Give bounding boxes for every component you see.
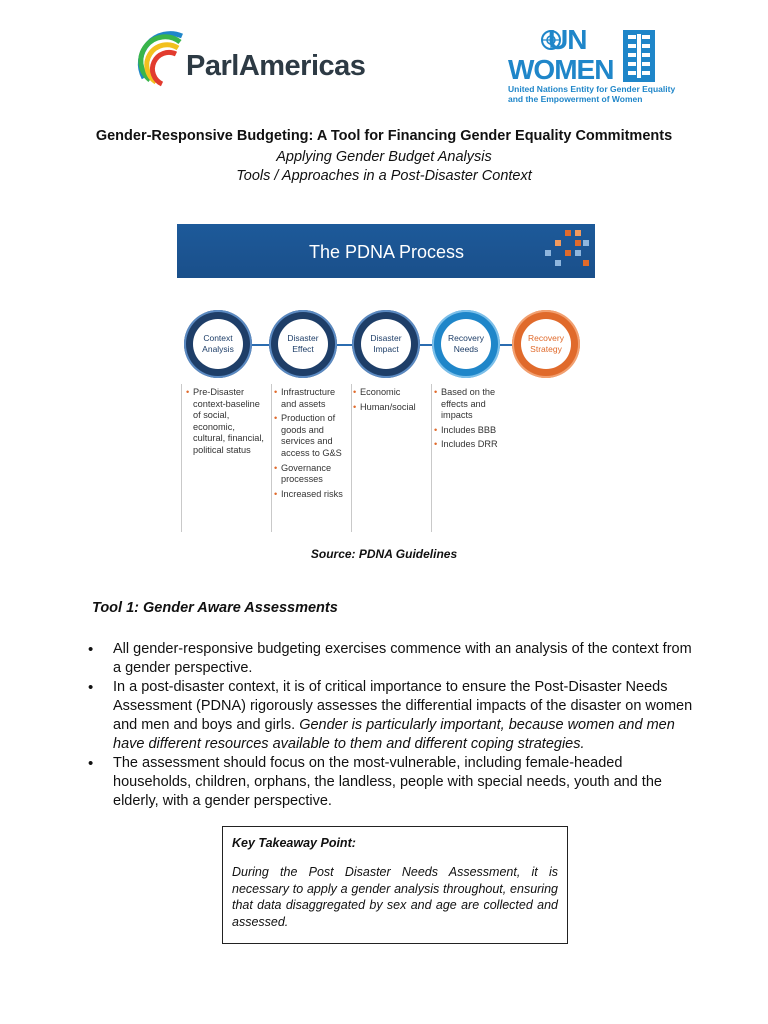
stage-label-line2: Needs <box>453 344 479 354</box>
diagram-source: Source: PDNA Guidelines <box>310 547 458 561</box>
pdna-banner <box>177 224 595 278</box>
stage-label-line2: Analysis <box>202 344 234 354</box>
column-divider <box>271 384 272 532</box>
pdna-stage-context-analysis <box>184 310 252 378</box>
list-item: • Includes BBB <box>435 425 507 437</box>
key-takeaway-box <box>222 826 568 944</box>
list-item: • Pre-Disaster context-baseline of social, economic, cultural, financial, political status <box>187 387 269 457</box>
bullet-emphasis: Gender is particularly important, because women and men have different resources available to them and different coping strategies. <box>113 717 675 752</box>
parlamericas-logo <box>136 26 368 102</box>
pdna-stage-disaster-effect <box>269 310 337 378</box>
list-item: • Governance processes <box>275 463 349 486</box>
un-globe-icon <box>541 30 561 50</box>
unwomen-tagline-1: United Nations Entity for Gender Equality <box>508 84 676 94</box>
takeaway-title: Key Takeaway Point: <box>232 836 356 850</box>
un-text: UN <box>548 24 587 55</box>
list-item: • Infrastructure and assets <box>275 387 349 410</box>
list-item: • Based on the effects and impacts <box>435 387 507 422</box>
pdna-list-recovery-needs <box>435 387 507 454</box>
column-divider <box>351 384 352 532</box>
unwomen-emblem-icon <box>623 30 655 82</box>
parlamericas-wordmark: ParlAmericas <box>186 50 366 82</box>
tool1-heading: Tool 1: Gender Aware Assessments <box>92 600 338 616</box>
tool1-bullet-list <box>88 640 700 811</box>
stage-label-line1: Disaster <box>287 333 319 343</box>
column-divider <box>431 384 432 532</box>
pdna-banner-title: The PDNA Process <box>309 242 465 262</box>
pdna-list-context-analysis <box>187 387 269 460</box>
bullet-item <box>88 678 700 754</box>
list-item: • Includes DRR <box>435 439 507 451</box>
unwomen-tagline-2: and the Empowerment of Women <box>508 94 643 104</box>
stage-label-line1: Recovery <box>448 333 484 343</box>
unwomen-line2: WOMEN <box>508 54 614 85</box>
stage-label-line1: Recovery <box>528 333 564 343</box>
document-title: Gender-Responsive Budgeting: A Tool for Financing Gender Equality Commitments <box>95 128 673 144</box>
takeaway-text: During the Post Disaster Needs Assessment, it is necessary to apply a gender analysis throughout, ensuring that data disaggregated by sex and age are collected and assessed. <box>232 865 558 929</box>
stage-label-line2: Effect <box>292 344 314 354</box>
pdna-list-disaster-effect <box>275 387 349 503</box>
column-divider <box>181 384 182 532</box>
bullet-text: In a post-disaster context, it is of critical importance to ensure the Post-Disaster Needs Assessment (PDNA) rigorously assesses the differential impacts of the disaster on women and men and boys and girls. <box>113 679 693 733</box>
pdna-stage-recovery-needs <box>432 310 500 378</box>
bullet-item <box>88 754 700 811</box>
pdna-stage-disaster-impact <box>352 310 420 378</box>
list-item: • Economic <box>354 387 430 399</box>
stage-label-line1: Disaster <box>370 333 402 343</box>
pdna-list-disaster-impact <box>354 387 430 416</box>
pdna-process-diagram <box>177 224 595 534</box>
bullet-text: All gender-responsive budgeting exercises commence with an analysis of the context from a gender perspective. <box>113 641 692 676</box>
list-item: • Production of goods and services and access to G&S <box>275 413 349 459</box>
document-subtitle-2: Tools / Approaches in a Post-Disaster Context <box>236 168 532 184</box>
document-subtitle-1: Applying Gender Budget Analysis <box>276 149 492 165</box>
stage-label-line1: Context <box>203 333 233 343</box>
unwomen-logo <box>503 24 676 108</box>
bullet-text: The assessment should focus on the most-vulnerable, including female-headed households, children, orphans, the landless, people with special needs, youth and the elderly, with a gender perspective. <box>113 755 662 809</box>
bullet-item <box>88 640 700 678</box>
decorative-dots-icon <box>535 226 591 276</box>
list-item: • Increased risks <box>275 489 349 501</box>
pdna-stage-recovery-strategy <box>512 310 580 378</box>
stage-label-line2: Strategy <box>530 344 562 354</box>
list-item: • Human/social <box>354 402 430 414</box>
stage-label-line2: Impact <box>373 344 399 354</box>
